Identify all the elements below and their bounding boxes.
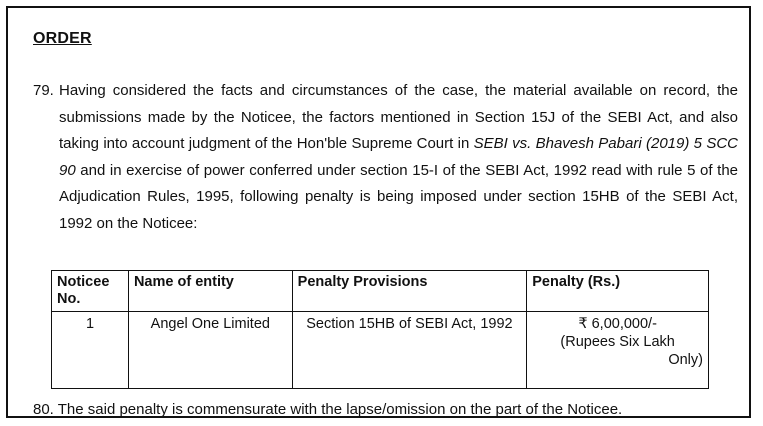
penalty-table-header-row [52, 271, 709, 312]
paragraph-80 [33, 401, 622, 418]
paragraph-80-number: 80. [33, 401, 54, 418]
header-penalty: Penalty (Rs.) [527, 271, 709, 312]
header-entity: Name of entity [128, 271, 292, 312]
penalty-words-line-2: Only) [668, 352, 703, 368]
paragraph-79-citation: SEBI vs. Bhavesh Pabari (2019) 5 SCC 90 [59, 135, 738, 179]
cell-noticee-no: 1 [52, 312, 129, 389]
cell-penalty [527, 312, 709, 389]
cell-provisions: Section 15HB of SEBI Act, 1992 [292, 312, 527, 389]
paragraph-79-text-1: Having considered the facts and circumstances of the case, the material available on record, the submissions made by the Noticee, the factors mentioned in Section 15J of the SEBI Act, and also taking into account judgment of the Hon'ble Supreme Court in [59, 82, 738, 152]
paragraph-79-number: 79. [33, 82, 54, 99]
document-frame [6, 6, 751, 418]
table-row [52, 312, 709, 389]
header-provisions: Penalty Provisions [292, 271, 527, 312]
header-noticee-no: Noticee No. [52, 271, 129, 312]
paragraph-80-text: The said penalty is commensurate with the lapse/omission on the part of the Noticee. [57, 401, 623, 418]
penalty-amount: ₹ 6,00,000/- [578, 316, 657, 332]
paragraph-79 [33, 78, 738, 237]
cell-entity: Angel One Limited [128, 312, 292, 389]
paragraph-79-body [59, 78, 738, 237]
order-heading: ORDER [33, 30, 92, 47]
penalty-words-line-1: (Rupees Six Lakh [560, 334, 675, 350]
penalty-table [51, 270, 709, 389]
paragraph-79-text-2: and in exercise of power conferred under section 15-I of the SEBI Act, 1992 read with rule 5 of the Adjudication Rules, 1995, following penalty is being imposed under section 15HB of the SEBI Act, 1992 on the Noticee: [59, 161, 738, 232]
